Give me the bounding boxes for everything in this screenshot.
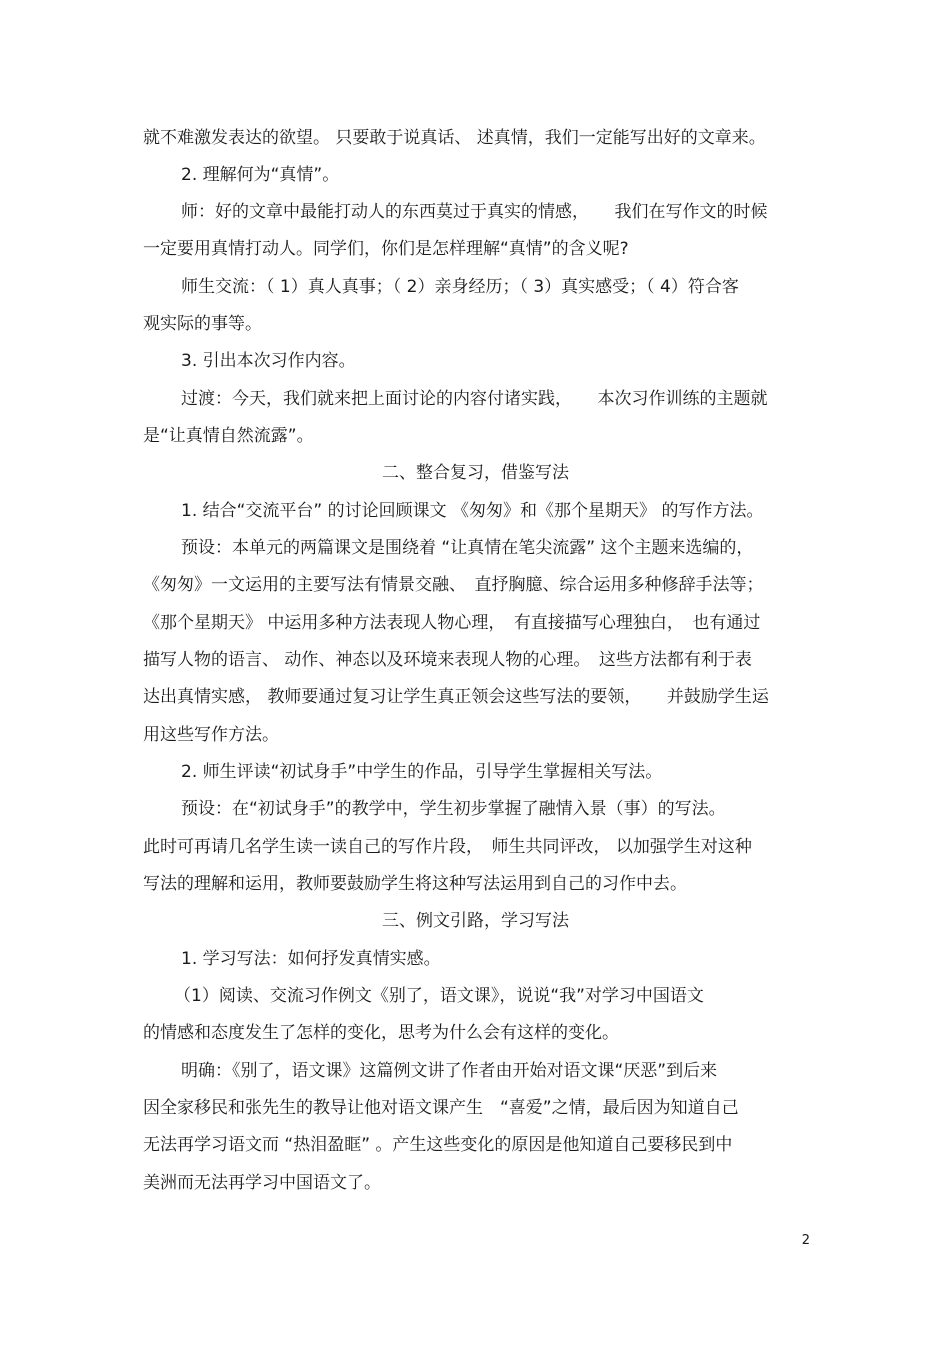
numbered-heading: 1. 结合“交流平台” 的讨论回顾课文 《匆匆》和《那个星期天》 的写作方法。 [181, 501, 764, 521]
paragraph-line: 预设：本单元的两篇课文是围绕着 “让真情在笔尖流露” 这个主题来选编的， [181, 538, 754, 558]
section-heading: 三、例文引路，学习写法 [382, 911, 569, 931]
numbered-heading: 2. 师生评读“初试身手”中学生的作品，引导学生掌握相关写法。 [181, 762, 663, 782]
paragraph-line: 一定要用真情打动人。同学们，你们是怎样理解“真情”的含义呢? [143, 239, 629, 259]
paragraph-line: 观实际的事等。 [143, 314, 262, 334]
paragraph-line: 无法再学习语文而 “热泪盈眶” 。产生这些变化的原因是他知道自己要移民到中 [143, 1135, 733, 1155]
paragraph-line: 《那个星期天》 中运用多种方法表现人物心理， 有直接描写心理独白， 也有通过 [143, 613, 761, 633]
paragraph-line: 是“让真情自然流露”。 [143, 426, 314, 446]
paragraph-line: 《匆匆》一文运用的主要写法有情景交融、 直抒胸臆、综合运用多种修辞手法等； [143, 575, 764, 595]
paragraph-line: 因全家移民和张先生的教导让他对语文课产生 “喜爱”之情，最后因为知道自己 [143, 1098, 739, 1118]
paragraph-line: 此时可再请几名学生读一读自己的写作片段， 师生共同评改， 以加强学生对这种 [143, 837, 752, 857]
paragraph-line: 明确：《别了，语文课》这篇例文讲了作者由开始对语文课“厌恶”到后来 [181, 1061, 718, 1081]
paragraph-line: 过渡：今天，我们就来把上面讨论的内容付诸实践， 本次习作训练的主题就 [181, 389, 768, 409]
section-heading: 二、整合复习，借鉴写法 [382, 463, 569, 483]
numbered-heading: 3. 引出本次习作内容。 [181, 351, 356, 371]
paragraph-line: 美洲而无法再学习中国语文了。 [143, 1173, 381, 1193]
page-number: 2 [801, 1233, 810, 1248]
paragraph-line: （1）阅读、交流习作例文《别了，语文课》，说说“我”对学习中国语文 [174, 986, 704, 1006]
paragraph-line: 描写人物的语言、 动作、神态以及环境来表现人物的心理。 这些方法都有利于表 [143, 650, 752, 670]
paragraph-line: 师生交流：（ 1）真人真事；（ 2）亲身经历；（ 3）真实感受；（ 4）符合客 [181, 277, 739, 297]
paragraph-line: 师：好的文章中最能打动人的东西莫过于真实的情感， 我们在写作文的时候 [181, 202, 768, 222]
paragraph-line: 达出真情实感， 教师要通过复习让学生真正领会这些写法的要领， 并鼓励学生运 [143, 687, 769, 707]
paragraph-line: 写法的理解和运用，教师要鼓励学生将这种写法运用到自己的习作中去。 [143, 874, 687, 894]
paragraph-line: 用这些写作方法。 [143, 725, 279, 745]
paragraph-line: 预设：在“初试身手”的教学中，学生初步掌握了融情入景（事）的写法。 [181, 799, 726, 819]
paragraph-line: 的情感和态度发生了怎样的变化，思考为什么会有这样的变化。 [143, 1023, 619, 1043]
numbered-heading: 1. 学习写法：如何抒发真情实感。 [181, 949, 441, 969]
paragraph-line: 就不难激发表达的欲望。 只要敢于说真话、 述真情，我们一定能写出好的文章来。 [143, 128, 766, 148]
numbered-heading: 2. 理解何为“真情”。 [181, 165, 340, 185]
